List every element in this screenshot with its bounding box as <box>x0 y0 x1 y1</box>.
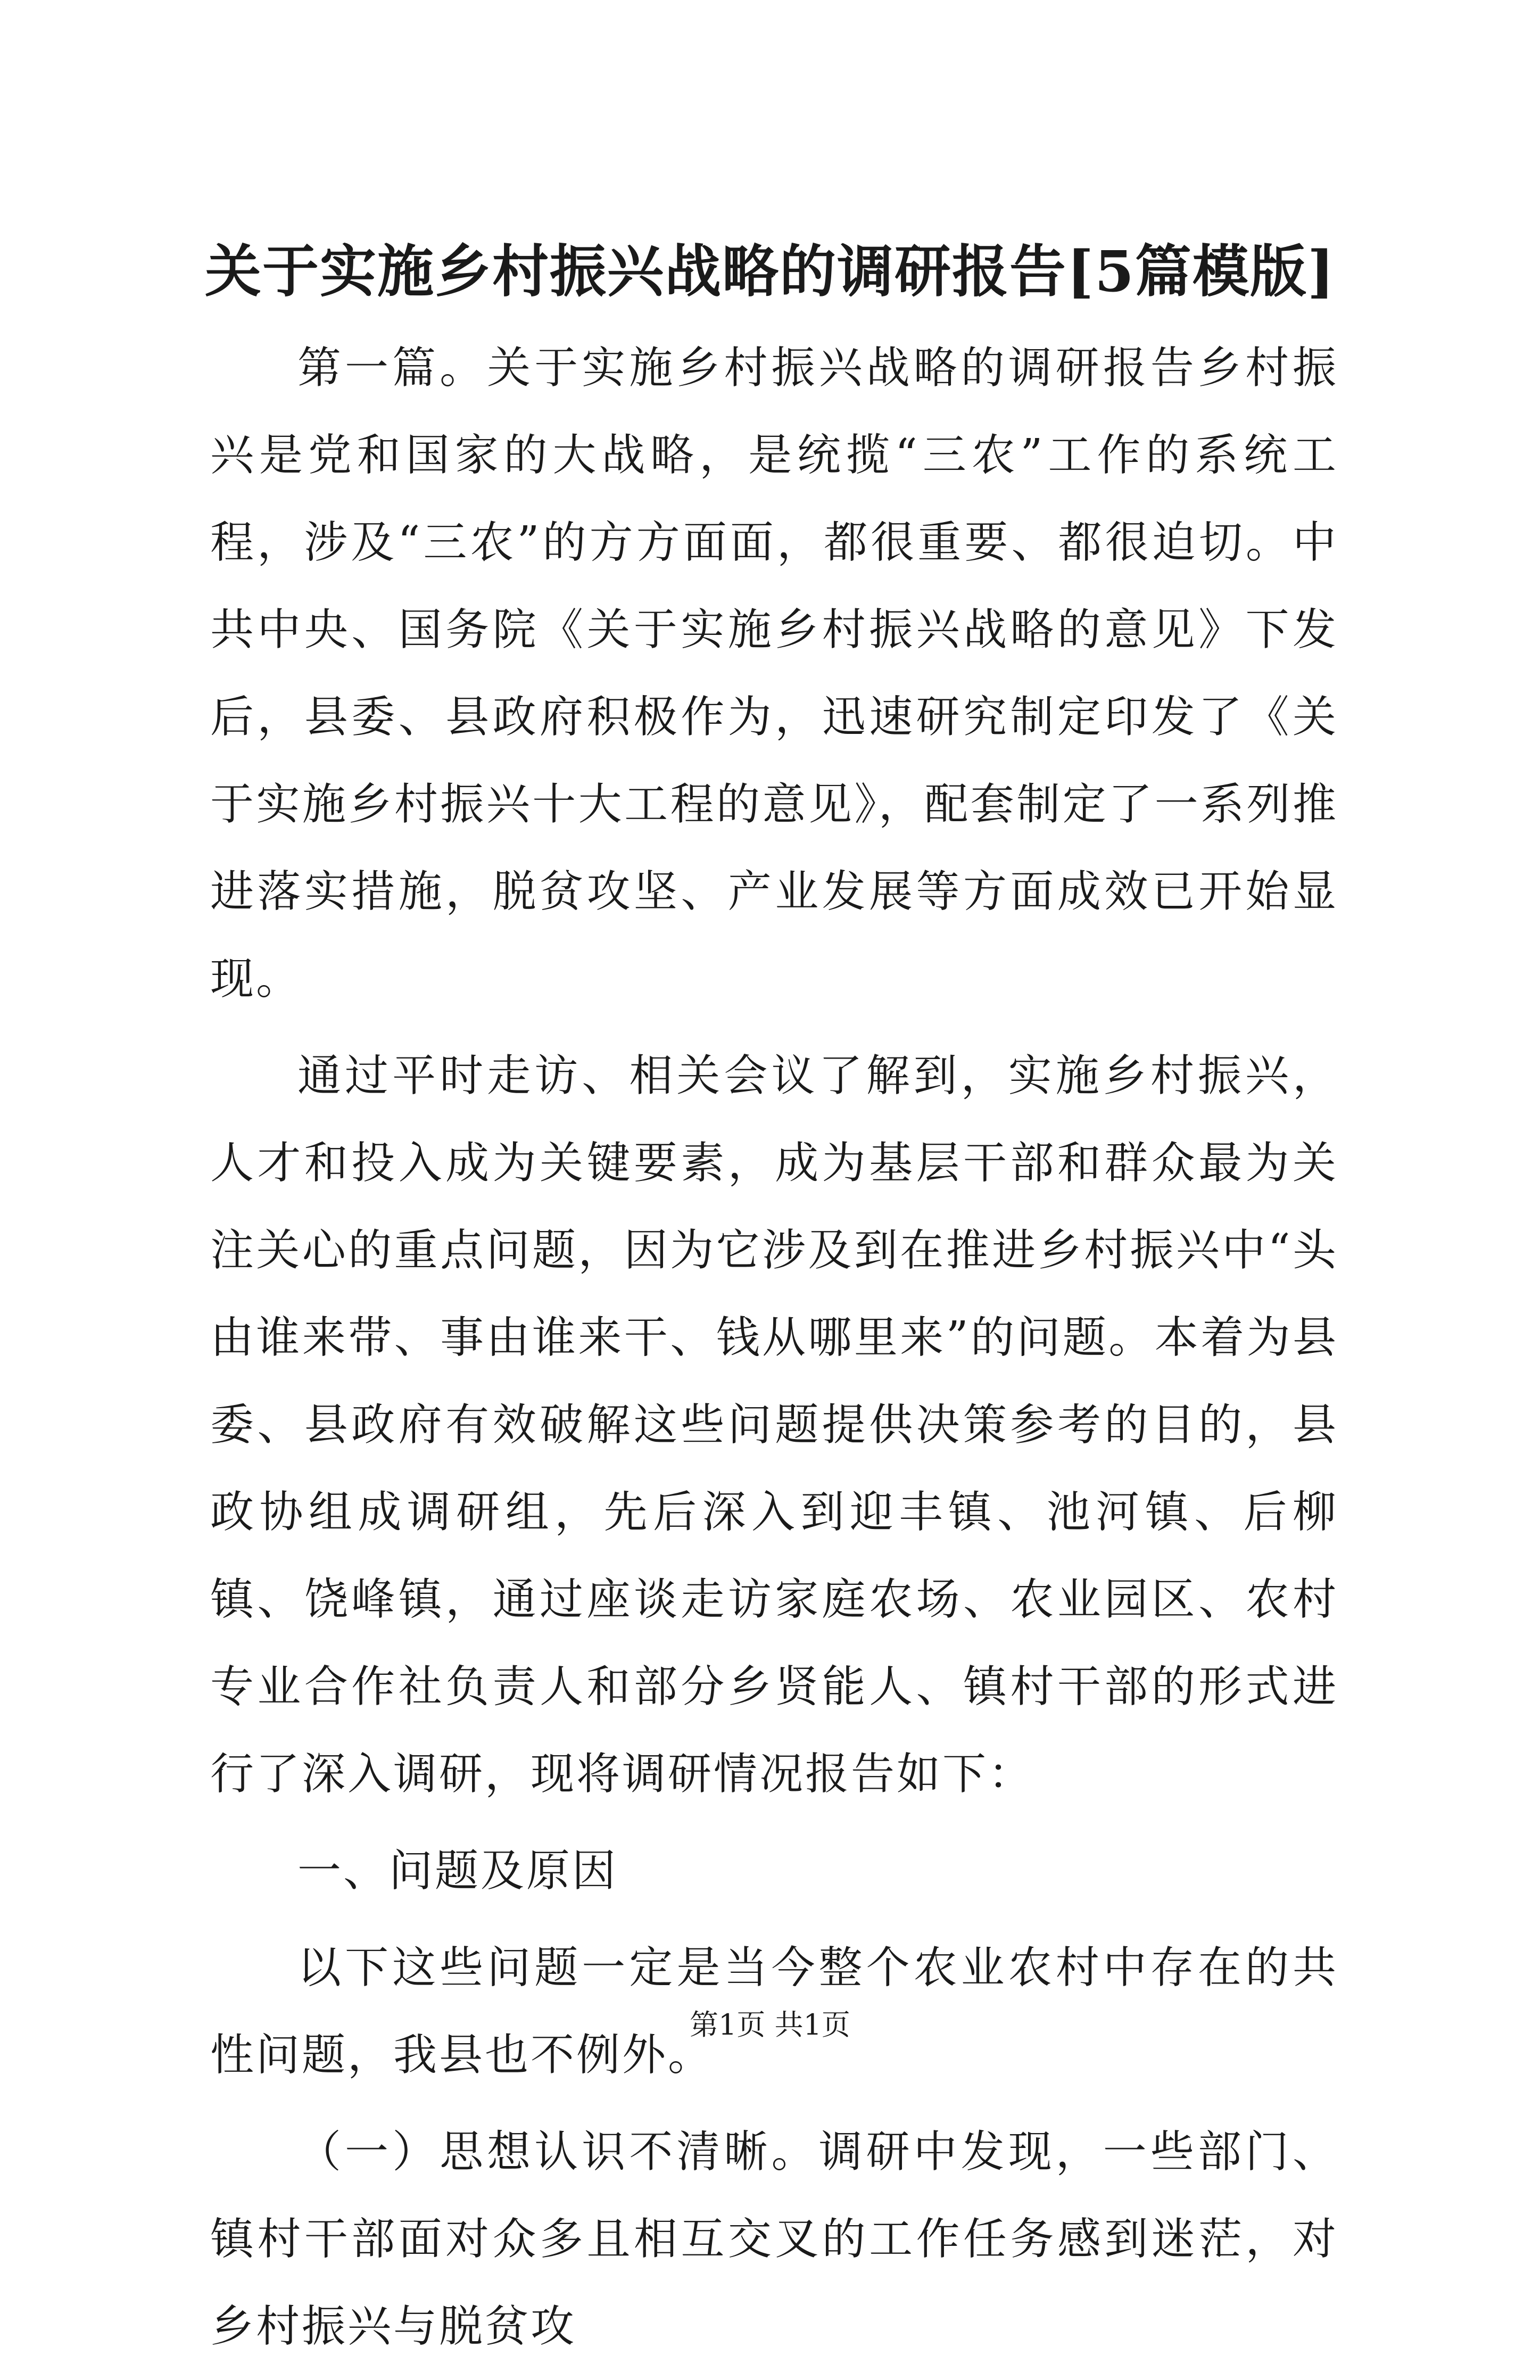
paragraph-survey: 通过平时走访、相关会议了解到，实施乡村振兴，人才和投入成为关键要素，成为基层干部和群众最为关注关心的重点问题，因为它涉及到在推进乡村振兴中“头由谁来带、事由谁来干、钱从哪里来”的问题。本着为县委、县政府有效破解这些问题提供决策参考的目的，县政协组成调研组，先后深入到迎丰镇、池河镇、后柳镇、饶峰镇，通过座谈走访家庭农场、农业园区、农村专业合作社负责人和部分乡贤能人、镇村干部的形式进行了深入调研，现将调研情况报告如下： <box>210 1051 1338 1799</box>
section-heading-problems: 一、问题及原因 <box>297 1846 618 1896</box>
paragraph-subsection-1: （一）思想认识不清晰。调研中发现，一些部门、镇村干部面对众多且相互交叉的工作任务感到迷茫，对乡村振兴与脱贫攻 <box>210 2127 1338 2352</box>
document-body <box>210 325 1338 2380</box>
paragraph-intro: 第一篇。关于实施乡村振兴战略的调研报告乡村振兴是党和国家的大战略，是统揽“三农”工作的系统工程，涉及“三农”的方方面面，都很重要、都很迫切。中共中央、国务院《关于实施乡村振兴战略的意见》下发后，县委、县政府积极作为，迅速研究制定印发了《关于实施乡村振兴十大工程的意见》，配套制定了一系列推进落实措施，脱贫攻坚、产业发展等方面成效已开始显现。 <box>210 343 1338 1004</box>
paragraph-common-issues: 以下这些问题一定是当今整个农业农村中存在的共性问题，我县也不例外。 <box>210 1943 1338 2080</box>
document-title: 关于实施乡村振兴战略的调研报告[5篇模版] <box>204 238 1336 304</box>
page-footer: 第1页 共1页 <box>690 2008 850 2042</box>
